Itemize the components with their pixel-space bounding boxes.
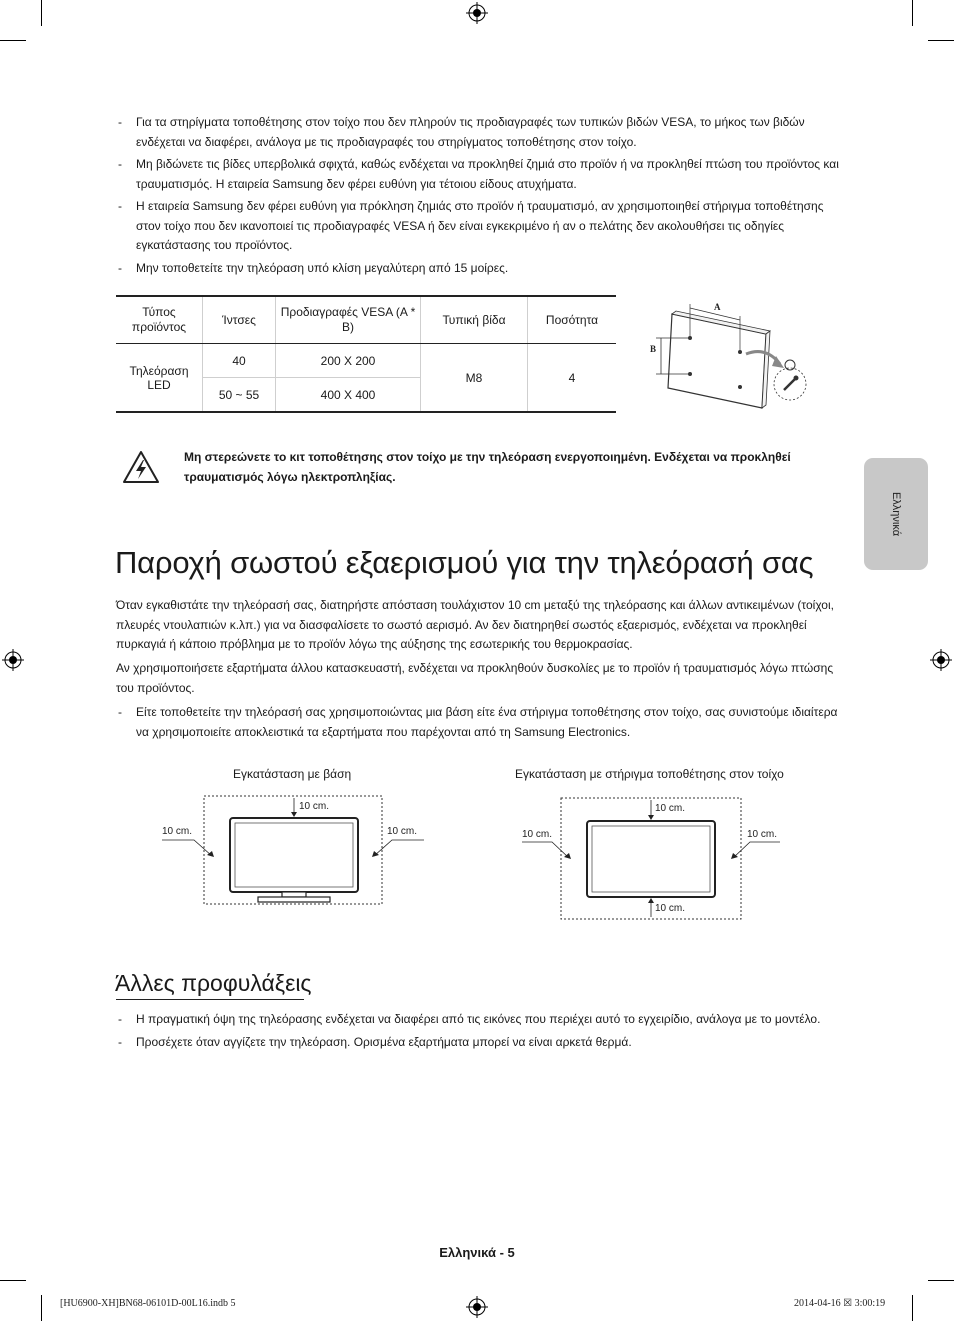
crop-mark [41, 0, 42, 26]
distance-label-right: 10 cm. [387, 826, 418, 837]
crop-mark [0, 1280, 26, 1281]
inches-cell: 50 ~ 55 [203, 378, 276, 413]
stand-installation-diagram [150, 790, 440, 915]
column-header: Προδιαγραφές VESA (A * B) [276, 296, 421, 344]
crop-mark [41, 1295, 42, 1321]
distance-label-left: 10 cm. [522, 829, 553, 840]
third-party-paragraph: Αν χρησιμοποιήσετε εξαρτήματα άλλου κατασκευαστή, ενδέχεται να προκληθούν δυσκολίες με το προϊόν ή τραυματισμός λόγω πτώσης του προϊόντος. [116, 661, 834, 695]
distance-label-top: 10 cm. [655, 803, 686, 814]
list-item: - Η εταιρεία Samsung δεν φέρει ευθύνη για πρόκληση ζημιάς στο προϊόν ή τραυματισμό, αν χρησιμοποιηθεί στήριγμα τοποθέτησης στον τοίχο που δεν ικανοποιεί τις προδιαγραφές VESA ή δεν είναι εγκεκριμένο ή αν ο πελάτης δεν ακολουθήσει τις οδηγίες εγκατάστασης του προϊόντος. [116, 197, 842, 256]
crop-mark [912, 1295, 913, 1321]
registration-mark-icon [2, 649, 24, 671]
list-item: - Είτε τοποθετείτε την τηλεόρασή σας χρησιμοποιώντας μια βάση είτε ένα στήριγμα τοποθέτησης στον τοίχο, σας συνιστούμε ιδιαίτερα να χρησιμοποιείτε αποκλειστικά τα εξαρτήματα που παρέχονται από τη Samsung Electronics. [116, 703, 842, 742]
section-title: Παροχή σωστού εξαερισμού για την τηλεόρασή σας [115, 545, 814, 580]
accessory-note [116, 703, 842, 745]
registration-mark-icon [466, 2, 488, 24]
table-row [116, 344, 616, 378]
vesa-cell: 400 X 400 [276, 378, 421, 413]
column-header: Τύπος προϊόντος [116, 296, 203, 344]
crop-mark [0, 40, 26, 41]
distance-label-bottom: 10 cm. [655, 903, 686, 914]
list-item: - Η πραγματική όψη της τηλεόρασης ενδέχεται να διαφέρει από τις εικόνες που περιέχει αυτό το εγχειρίδιο, ανάλογα με το μοντέλο. [116, 1010, 842, 1030]
list-item: - Για τα στηρίγματα τοποθέτησης στον τοίχο που δεν πληρούν τις προδιαγραφές των τυπικών βιδών VESA, το μήκος των βιδών ενδέχεται να διαφέρει, ανάλογα με τις προδιαγραφές του στηρίγματος τοποθέτησης στον τοίχο. [116, 113, 842, 152]
language-side-tab [864, 458, 928, 570]
crop-mark [912, 0, 913, 26]
other-precautions-list [116, 1010, 842, 1055]
inches-cell: 40 [203, 344, 276, 378]
electric-shock-warning-icon [122, 450, 160, 484]
product-type-cell: Τηλεόραση LED [116, 344, 203, 413]
dimension-a-label: A [714, 302, 721, 312]
dimension-b-label: B [650, 344, 657, 354]
distance-label-left: 10 cm. [162, 826, 193, 837]
title-underline [116, 999, 304, 1000]
distance-label-right: 10 cm. [747, 829, 778, 840]
imprint-date: 2014-04-16 ☒ 3:00:19 [794, 1298, 886, 1309]
crop-mark [928, 40, 954, 41]
column-header: Τυπική βίδα [421, 296, 528, 344]
quantity-cell: 4 [528, 344, 617, 413]
crop-mark [928, 1280, 954, 1281]
subsection-title: Άλλες προφυλάξεις [115, 970, 312, 996]
wall-mount-notes [116, 113, 842, 281]
screw-cell: M8 [421, 344, 528, 413]
language-tab-label: Ελληνικά [890, 491, 902, 537]
wall-installation-caption: Εγκατάσταση με στήριγμα τοποθέτησης στον τοίχο [515, 767, 784, 781]
list-item: - Μη βιδώνετε τις βίδες υπερβολικά σφιχτά, καθώς ενδέχεται να προκληθεί ζημιά στο προϊόν ή να προκληθεί πτώση του προϊόντος και τραυματισμός. Η εταιρεία Samsung δεν φέρει ευθύνη για τέτοιου είδους ατυχήματα. [116, 155, 842, 194]
stand-installation-caption: Εγκατάσταση με βάση [233, 767, 352, 781]
column-header: Ποσότητα [528, 296, 617, 344]
list-item: - Μην τοποθετείτε την τηλεόραση υπό κλίση μεγαλύτερη από 15 μοίρες. [116, 259, 842, 279]
wall-installation-diagram [512, 792, 792, 924]
list-item: - Προσέχετε όταν αγγίζετε την τηλεόραση. Ορισμένα εξαρτήματα μπορεί να είναι αρκετά θερμά. [116, 1033, 842, 1053]
ventilation-paragraph: Όταν εγκαθιστάτε την τηλεόρασή σας, διατηρήστε απόσταση τουλάχιστον 10 cm μεταξύ της τηλεόρασης και άλλων αντικειμένων (τοίχοι, πλευρές ντουλαπιών κ.λπ.) για να διασφαλίσετε το σωστό αερισμό. Αν δεν διατηρηθεί σωστός εξαερισμός, ενδέχεται να προκληθεί πυρκαγιά ή κάποιο πρόβλημα με το προϊόν λόγω της αύξησης της εσωτερικής του θερμοκρασίας. [116, 598, 834, 651]
vesa-spec-table [116, 295, 616, 413]
table-header-row [116, 296, 616, 344]
imprint-file: [HU6900-XH]BN68-06101D-00L16.indb 5 [60, 1298, 236, 1309]
warning-text: Μη στερεώνετε το κιτ τοποθέτησης στον τοίχο με την τηλεόραση ενεργοποιημένη. Ενδέχεται να προκληθεί τραυματισμός λόγω ηλεκτροπληξίας. [184, 450, 791, 484]
registration-mark-icon [930, 649, 952, 671]
vesa-cell: 200 X 200 [276, 344, 421, 378]
column-header: Ίντσες [203, 296, 276, 344]
page-number: Ελληνικά - 5 [439, 1245, 515, 1260]
distance-label-top: 10 cm. [299, 801, 330, 812]
registration-mark-icon [466, 1296, 488, 1318]
vesa-mount-diagram [648, 296, 818, 416]
